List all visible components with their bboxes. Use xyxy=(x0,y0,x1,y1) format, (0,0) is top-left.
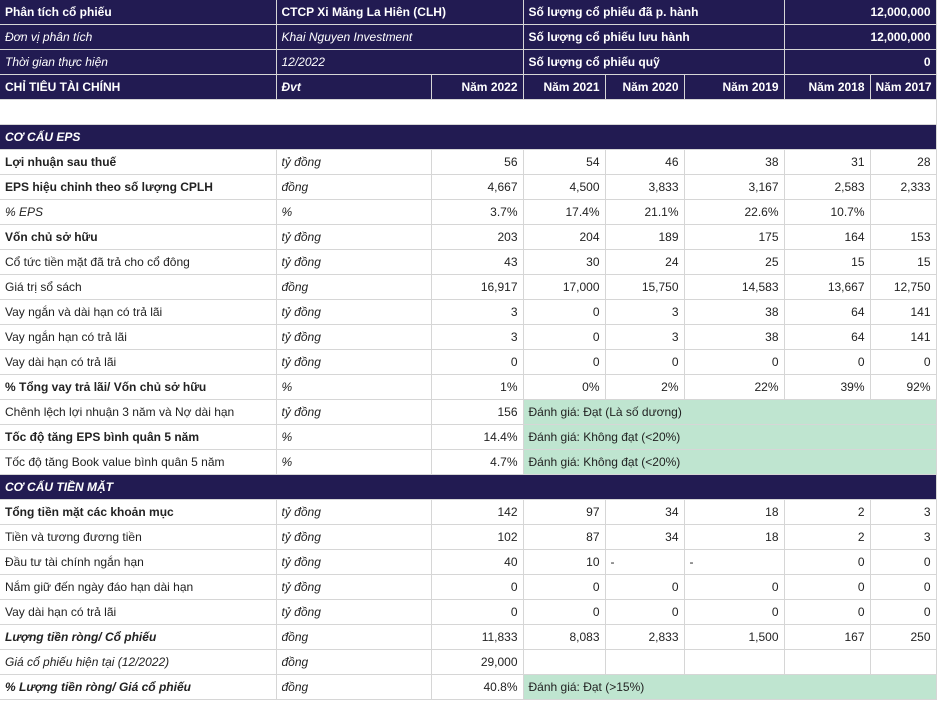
info-label: Phân tích cổ phiếu xyxy=(0,0,276,25)
row-value: 3.7% xyxy=(431,200,523,225)
evaluation-badge: Đánh giá: Đạt (Là số dương) xyxy=(523,400,936,425)
table-row xyxy=(0,375,936,400)
row-value: 92% xyxy=(870,375,936,400)
row-value: 3 xyxy=(431,325,523,350)
row-unit: tỷ đồng xyxy=(276,550,431,575)
row-label: Tổng tiền mặt các khoản mục xyxy=(0,500,276,525)
table-row xyxy=(0,575,936,600)
info-value: Khai Nguyen Investment xyxy=(276,25,523,50)
table-row xyxy=(0,275,936,300)
row-label: Lợi nhuận sau thuế xyxy=(0,150,276,175)
table-row xyxy=(0,525,936,550)
row-value: 3,833 xyxy=(605,175,684,200)
row-label: Tốc độ tăng EPS bình quân 5 năm xyxy=(0,425,276,450)
row-unit: đồng xyxy=(276,275,431,300)
row-label: Lượng tiền ròng/ Cổ phiếu xyxy=(0,625,276,650)
row-value: 22% xyxy=(684,375,784,400)
info-value2: 12,000,000 xyxy=(784,25,936,50)
info-label2: Số lượng cổ phiếu lưu hành xyxy=(523,25,784,50)
row-unit: đồng xyxy=(276,625,431,650)
row-value: 0 xyxy=(605,350,684,375)
year-header: Năm 2020 xyxy=(605,75,684,100)
table-row xyxy=(0,150,936,175)
row-value: 3,167 xyxy=(684,175,784,200)
row-value: 0 xyxy=(431,350,523,375)
row-value: 17.4% xyxy=(523,200,605,225)
row-value: 4.7% xyxy=(431,450,523,475)
row-value: 38 xyxy=(684,150,784,175)
info-value: CTCP Xi Măng La Hiên (CLH) xyxy=(276,0,523,25)
table-row xyxy=(0,200,936,225)
row-unit: % xyxy=(276,425,431,450)
row-value: 43 xyxy=(431,250,523,275)
info-label: Đơn vị phân tích xyxy=(0,25,276,50)
row-value: 0 xyxy=(523,350,605,375)
row-value: 14,583 xyxy=(684,275,784,300)
row-value: 0 xyxy=(605,600,684,625)
row-unit: tỷ đồng xyxy=(276,600,431,625)
table-row xyxy=(0,300,936,325)
row-label: Vay dài hạn có trả lãi xyxy=(0,350,276,375)
row-label: Tiền và tương đương tiền xyxy=(0,525,276,550)
info-row xyxy=(0,50,936,75)
row-value: 16,917 xyxy=(431,275,523,300)
year-header: Năm 2022 xyxy=(431,75,523,100)
row-value: 34 xyxy=(605,525,684,550)
row-value: 0 xyxy=(784,600,870,625)
table-row xyxy=(0,650,936,675)
row-value: 30 xyxy=(523,250,605,275)
info-label: Thời gian thực hiện xyxy=(0,50,276,75)
table-row xyxy=(0,675,936,700)
row-value: 2 xyxy=(784,500,870,525)
row-unit: tỷ đồng xyxy=(276,400,431,425)
column-header xyxy=(0,75,936,125)
row-value: 18 xyxy=(684,525,784,550)
row-value: 54 xyxy=(523,150,605,175)
row-unit: tỷ đồng xyxy=(276,250,431,275)
row-value: - xyxy=(605,550,684,575)
row-value: 0 xyxy=(870,575,936,600)
row-value: 0 xyxy=(523,575,605,600)
row-value: 250 xyxy=(870,625,936,650)
table-row xyxy=(0,325,936,350)
row-label: Vay ngắn và dài hạn có trả lãi xyxy=(0,300,276,325)
row-value: 64 xyxy=(784,300,870,325)
info-row xyxy=(0,25,936,50)
row-value: 3 xyxy=(431,300,523,325)
row-value: 39% xyxy=(784,375,870,400)
year-header: Năm 2019 xyxy=(684,75,784,100)
section-title: CƠ CẤU EPS xyxy=(0,125,936,150)
row-value: 4,500 xyxy=(523,175,605,200)
table-row xyxy=(0,625,936,650)
row-value: 167 xyxy=(784,625,870,650)
row-value: 34 xyxy=(605,500,684,525)
row-value: 0% xyxy=(523,375,605,400)
table-row xyxy=(0,450,936,475)
row-value: 12,750 xyxy=(870,275,936,300)
row-value: 25 xyxy=(684,250,784,275)
row-value: 17,000 xyxy=(523,275,605,300)
row-value: 0 xyxy=(870,350,936,375)
row-value: 0 xyxy=(605,575,684,600)
row-value: 0 xyxy=(684,600,784,625)
row-value: 56 xyxy=(431,150,523,175)
row-unit: tỷ đồng xyxy=(276,225,431,250)
row-value: 175 xyxy=(684,225,784,250)
row-label: Nắm giữ đến ngày đáo hạn dài hạn xyxy=(0,575,276,600)
row-value: 21.1% xyxy=(605,200,684,225)
table-row xyxy=(0,600,936,625)
info-value2: 12,000,000 xyxy=(784,0,936,25)
row-value: 0 xyxy=(784,550,870,575)
row-unit: đồng xyxy=(276,175,431,200)
row-value: 0 xyxy=(684,350,784,375)
row-value: 203 xyxy=(431,225,523,250)
row-value: 28 xyxy=(870,150,936,175)
row-label: % Tổng vay trả lãi/ Vốn chủ sở hữu xyxy=(0,375,276,400)
table-row xyxy=(0,350,936,375)
info-value: 12/2022 xyxy=(276,50,523,75)
row-value: 0 xyxy=(523,300,605,325)
row-value: 87 xyxy=(523,525,605,550)
column-label: CHỈ TIÊU TÀI CHÍNH xyxy=(0,75,276,100)
row-value xyxy=(684,650,784,675)
row-value: 141 xyxy=(870,300,936,325)
row-value: 0 xyxy=(870,600,936,625)
row-value: 29,000 xyxy=(431,650,523,675)
row-unit: tỷ đồng xyxy=(276,575,431,600)
evaluation-badge: Đánh giá: Không đạt (<20%) xyxy=(523,450,936,475)
table-row xyxy=(0,400,936,425)
info-label2: Số lượng cổ phiếu đã p. hành xyxy=(523,0,784,25)
table-row xyxy=(0,250,936,275)
section-header xyxy=(0,475,936,500)
row-unit: % xyxy=(276,450,431,475)
table-row xyxy=(0,175,936,200)
row-value: 0 xyxy=(431,575,523,600)
row-value: 0 xyxy=(784,350,870,375)
row-label: Vay dài hạn có trả lãi xyxy=(0,600,276,625)
row-value: 38 xyxy=(684,300,784,325)
row-label: Đầu tư tài chính ngắn hạn xyxy=(0,550,276,575)
row-unit: tỷ đồng xyxy=(276,525,431,550)
row-value: 18 xyxy=(684,500,784,525)
row-unit: tỷ đồng xyxy=(276,150,431,175)
row-value: 2,333 xyxy=(870,175,936,200)
row-value: 13,667 xyxy=(784,275,870,300)
row-label: Vốn chủ sở hữu xyxy=(0,225,276,250)
row-unit: đồng xyxy=(276,650,431,675)
section-title: CƠ CẤU TIỀN MẶT xyxy=(0,475,936,500)
row-value: 0 xyxy=(870,550,936,575)
evaluation-badge: Đánh giá: Không đạt (<20%) xyxy=(523,425,936,450)
info-value2: 0 xyxy=(784,50,936,75)
year-header: Năm 2021 xyxy=(523,75,605,100)
row-value xyxy=(523,650,605,675)
row-value: 15 xyxy=(870,250,936,275)
row-value: 0 xyxy=(784,575,870,600)
row-unit: tỷ đồng xyxy=(276,300,431,325)
row-value: 141 xyxy=(870,325,936,350)
row-value: 0 xyxy=(523,600,605,625)
year-header: Năm 2017 xyxy=(870,75,936,100)
row-unit: tỷ đồng xyxy=(276,325,431,350)
row-value: 1,500 xyxy=(684,625,784,650)
row-value: 14.4% xyxy=(431,425,523,450)
row-value: 3 xyxy=(870,500,936,525)
row-value: 40 xyxy=(431,550,523,575)
row-value: 204 xyxy=(523,225,605,250)
row-value: 2,833 xyxy=(605,625,684,650)
info-block xyxy=(0,0,936,75)
row-unit: tỷ đồng xyxy=(276,350,431,375)
row-value xyxy=(870,650,936,675)
row-label: Chênh lệch lợi nhuận 3 năm và Nợ dài hạn xyxy=(0,400,276,425)
row-value: 15 xyxy=(784,250,870,275)
row-unit: % xyxy=(276,200,431,225)
row-value: 46 xyxy=(605,150,684,175)
row-value xyxy=(870,200,936,225)
year-header: Năm 2018 xyxy=(784,75,870,100)
row-value: 8,083 xyxy=(523,625,605,650)
row-value: 11,833 xyxy=(431,625,523,650)
row-value: 0 xyxy=(523,325,605,350)
info-row xyxy=(0,0,936,25)
row-label: Tốc độ tăng Book value bình quân 5 năm xyxy=(0,450,276,475)
row-unit: % xyxy=(276,375,431,400)
row-label: Giá trị sổ sách xyxy=(0,275,276,300)
row-unit: tỷ đồng xyxy=(276,500,431,525)
row-value: 22.6% xyxy=(684,200,784,225)
row-value: 4,667 xyxy=(431,175,523,200)
column-unit: Đvt xyxy=(276,75,431,100)
evaluation-badge: Đánh giá: Đạt (>15%) xyxy=(523,675,936,700)
section-header xyxy=(0,125,936,150)
table-row xyxy=(0,500,936,525)
row-label: % EPS xyxy=(0,200,276,225)
row-value: 3 xyxy=(605,300,684,325)
row-value: 1% xyxy=(431,375,523,400)
row-value: 97 xyxy=(523,500,605,525)
row-value: 156 xyxy=(431,400,523,425)
row-value xyxy=(784,650,870,675)
row-value: 10.7% xyxy=(784,200,870,225)
row-value: 2% xyxy=(605,375,684,400)
row-value: 31 xyxy=(784,150,870,175)
row-value: 3 xyxy=(605,325,684,350)
row-value: 10 xyxy=(523,550,605,575)
row-value: 38 xyxy=(684,325,784,350)
row-value: 0 xyxy=(431,600,523,625)
row-unit: đồng xyxy=(276,675,431,700)
row-value: 2 xyxy=(784,525,870,550)
row-value: - xyxy=(684,550,784,575)
data-rows xyxy=(0,125,936,700)
row-value: 40.8% xyxy=(431,675,523,700)
row-value: 2,583 xyxy=(784,175,870,200)
table-row xyxy=(0,425,936,450)
row-label: Cổ tức tiền mặt đã trả cho cổ đông xyxy=(0,250,276,275)
row-label: % Lượng tiền ròng/ Giá cổ phiếu xyxy=(0,675,276,700)
row-value: 142 xyxy=(431,500,523,525)
table-row xyxy=(0,550,936,575)
row-value: 0 xyxy=(684,575,784,600)
row-label: Giá cổ phiếu hiện tại (12/2022) xyxy=(0,650,276,675)
row-value: 164 xyxy=(784,225,870,250)
row-label: EPS hiệu chỉnh theo số lượng CPLH xyxy=(0,175,276,200)
row-value: 15,750 xyxy=(605,275,684,300)
row-value: 64 xyxy=(784,325,870,350)
row-label: Vay ngắn hạn có trả lãi xyxy=(0,325,276,350)
row-value: 153 xyxy=(870,225,936,250)
row-value xyxy=(605,650,684,675)
info-label2: Số lượng cổ phiếu quỹ xyxy=(523,50,784,75)
row-value: 102 xyxy=(431,525,523,550)
row-value: 3 xyxy=(870,525,936,550)
row-value: 24 xyxy=(605,250,684,275)
table-row xyxy=(0,225,936,250)
row-value: 189 xyxy=(605,225,684,250)
